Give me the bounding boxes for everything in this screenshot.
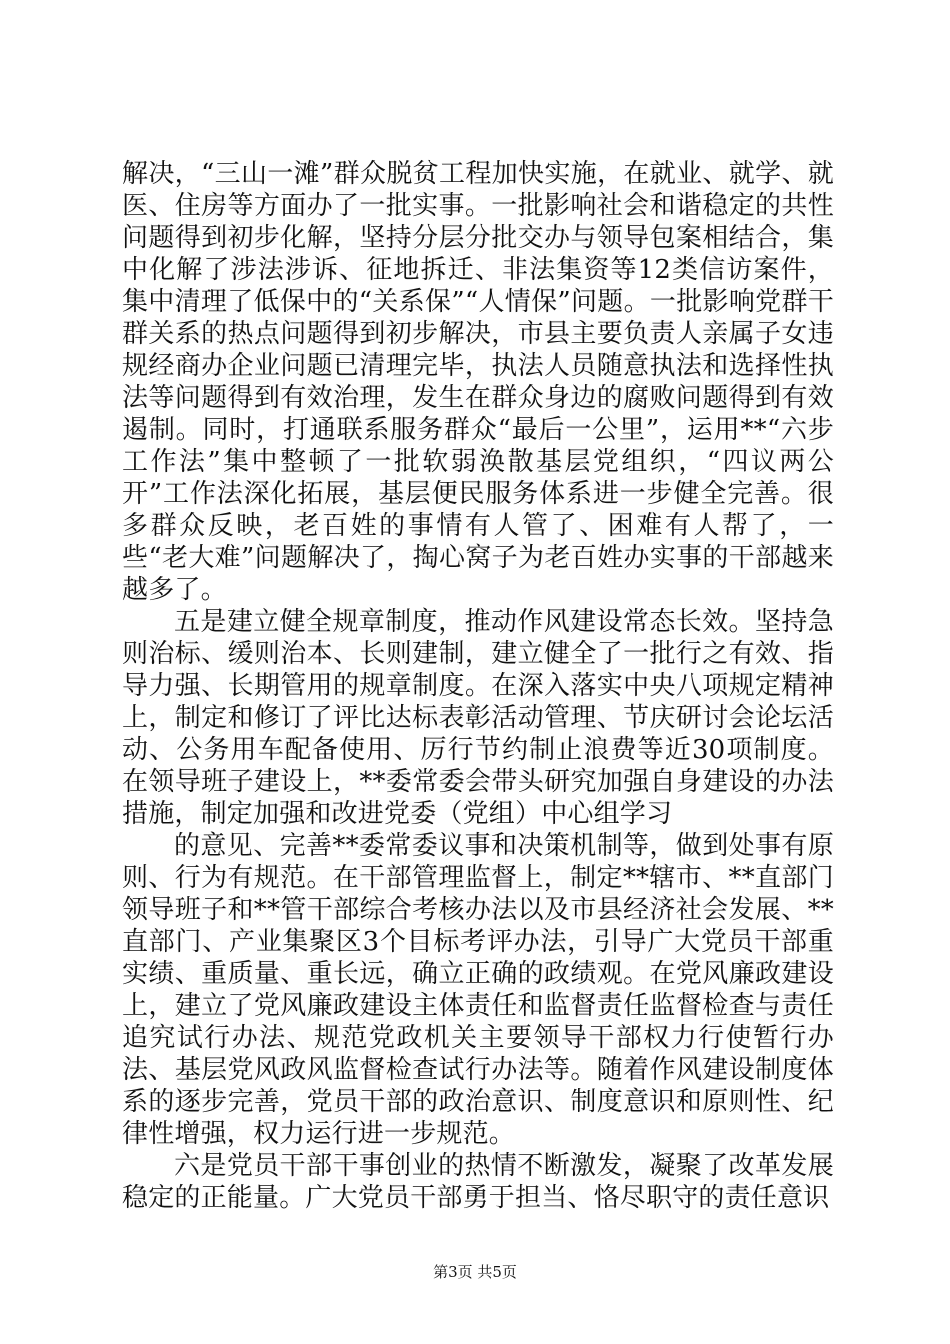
paragraph-4: 六是党员干部干事创业的热情不断激发，凝聚了改革发展稳定的正能量。广大党员干部勇于担当、恪尽职守的责任意识 (122, 1151, 834, 1213)
paragraph-3: 的意见、完善**委常委议事和决策机制等，做到处事有原则、行为有规范。在干部管理监督上，制定**辖市、**直部门领导班子和**管干部综合考核办法以及市县经济社会发展、**直部门、产业集聚区3个目标考评办法，引导广大党员干部重实绩、重质量、重长远，确立正确的政绩观。在党风廉政建设上，建立了党风廉政建设主体责任和监督责任监督检查与责任追究试行办法、规范党政机关主要领导干部权力行使暂行办法、基层党风政风监督检查试行办法等。随着作风建设制度体系的逐步完善，党员干部的政治意识、制度意识和原则性、纪律性增强，权力运行进一步规范。 (122, 831, 834, 1149)
paragraph-2: 五是建立健全规章制度，推动作风建设常态长效。坚持急则治标、缓则治本、长则建制，建立健全了一批行之有效、指导力强、长期管用的规章制度。在深入落实中央八项规定精神上，制定和修订了评比达标表彰活动管理、节庆研讨会论坛活动、公务用车配备使用、厉行节约制止浪费等近30项制度。在领导班子建设上，**委常委会带头研究加强自身建设的办法措施，制定加强和改进党委（党组）中心组学习 (122, 607, 834, 829)
paragraph-1: 解决，“三山一滩”群众脱贫工程加快实施，在就业、就学、就医、住房等方面办了一批实事。一批影响社会和谐稳定的共性问题得到初步化解，坚持分层分批交办与领导包案相结合，集中化解了涉法涉诉、征地拆迁、非法集资等12类信访案件，集中清理了低保中的“关系保”“人情保”问题。一批影响党群干群关系的热点问题得到初步解决，市县主要负责人亲属子女违规经商办企业问题已清理完毕，执法人员随意执法和选择性执法等问题得到有效治理，发生在群众身边的腐败问题得到有效遏制。同时，打通联系服务群众“最后一公里”，运用**“六步工作法”集中整顿了一批软弱涣散基层党组织，“四议两公开”工作法深化拓展，基层便民服务体系进一步健全完善。很多群众反映，老百姓的事情有人管了、困难有人帮了，一些“老大难”问题解决了，掏心窝子为老百姓办实事的干部越来越多了。 (122, 159, 834, 605)
page-footer (0, 1262, 950, 1282)
document-body (122, 158, 834, 1214)
page-number-label: 第3页 共5页 (433, 1263, 517, 1281)
